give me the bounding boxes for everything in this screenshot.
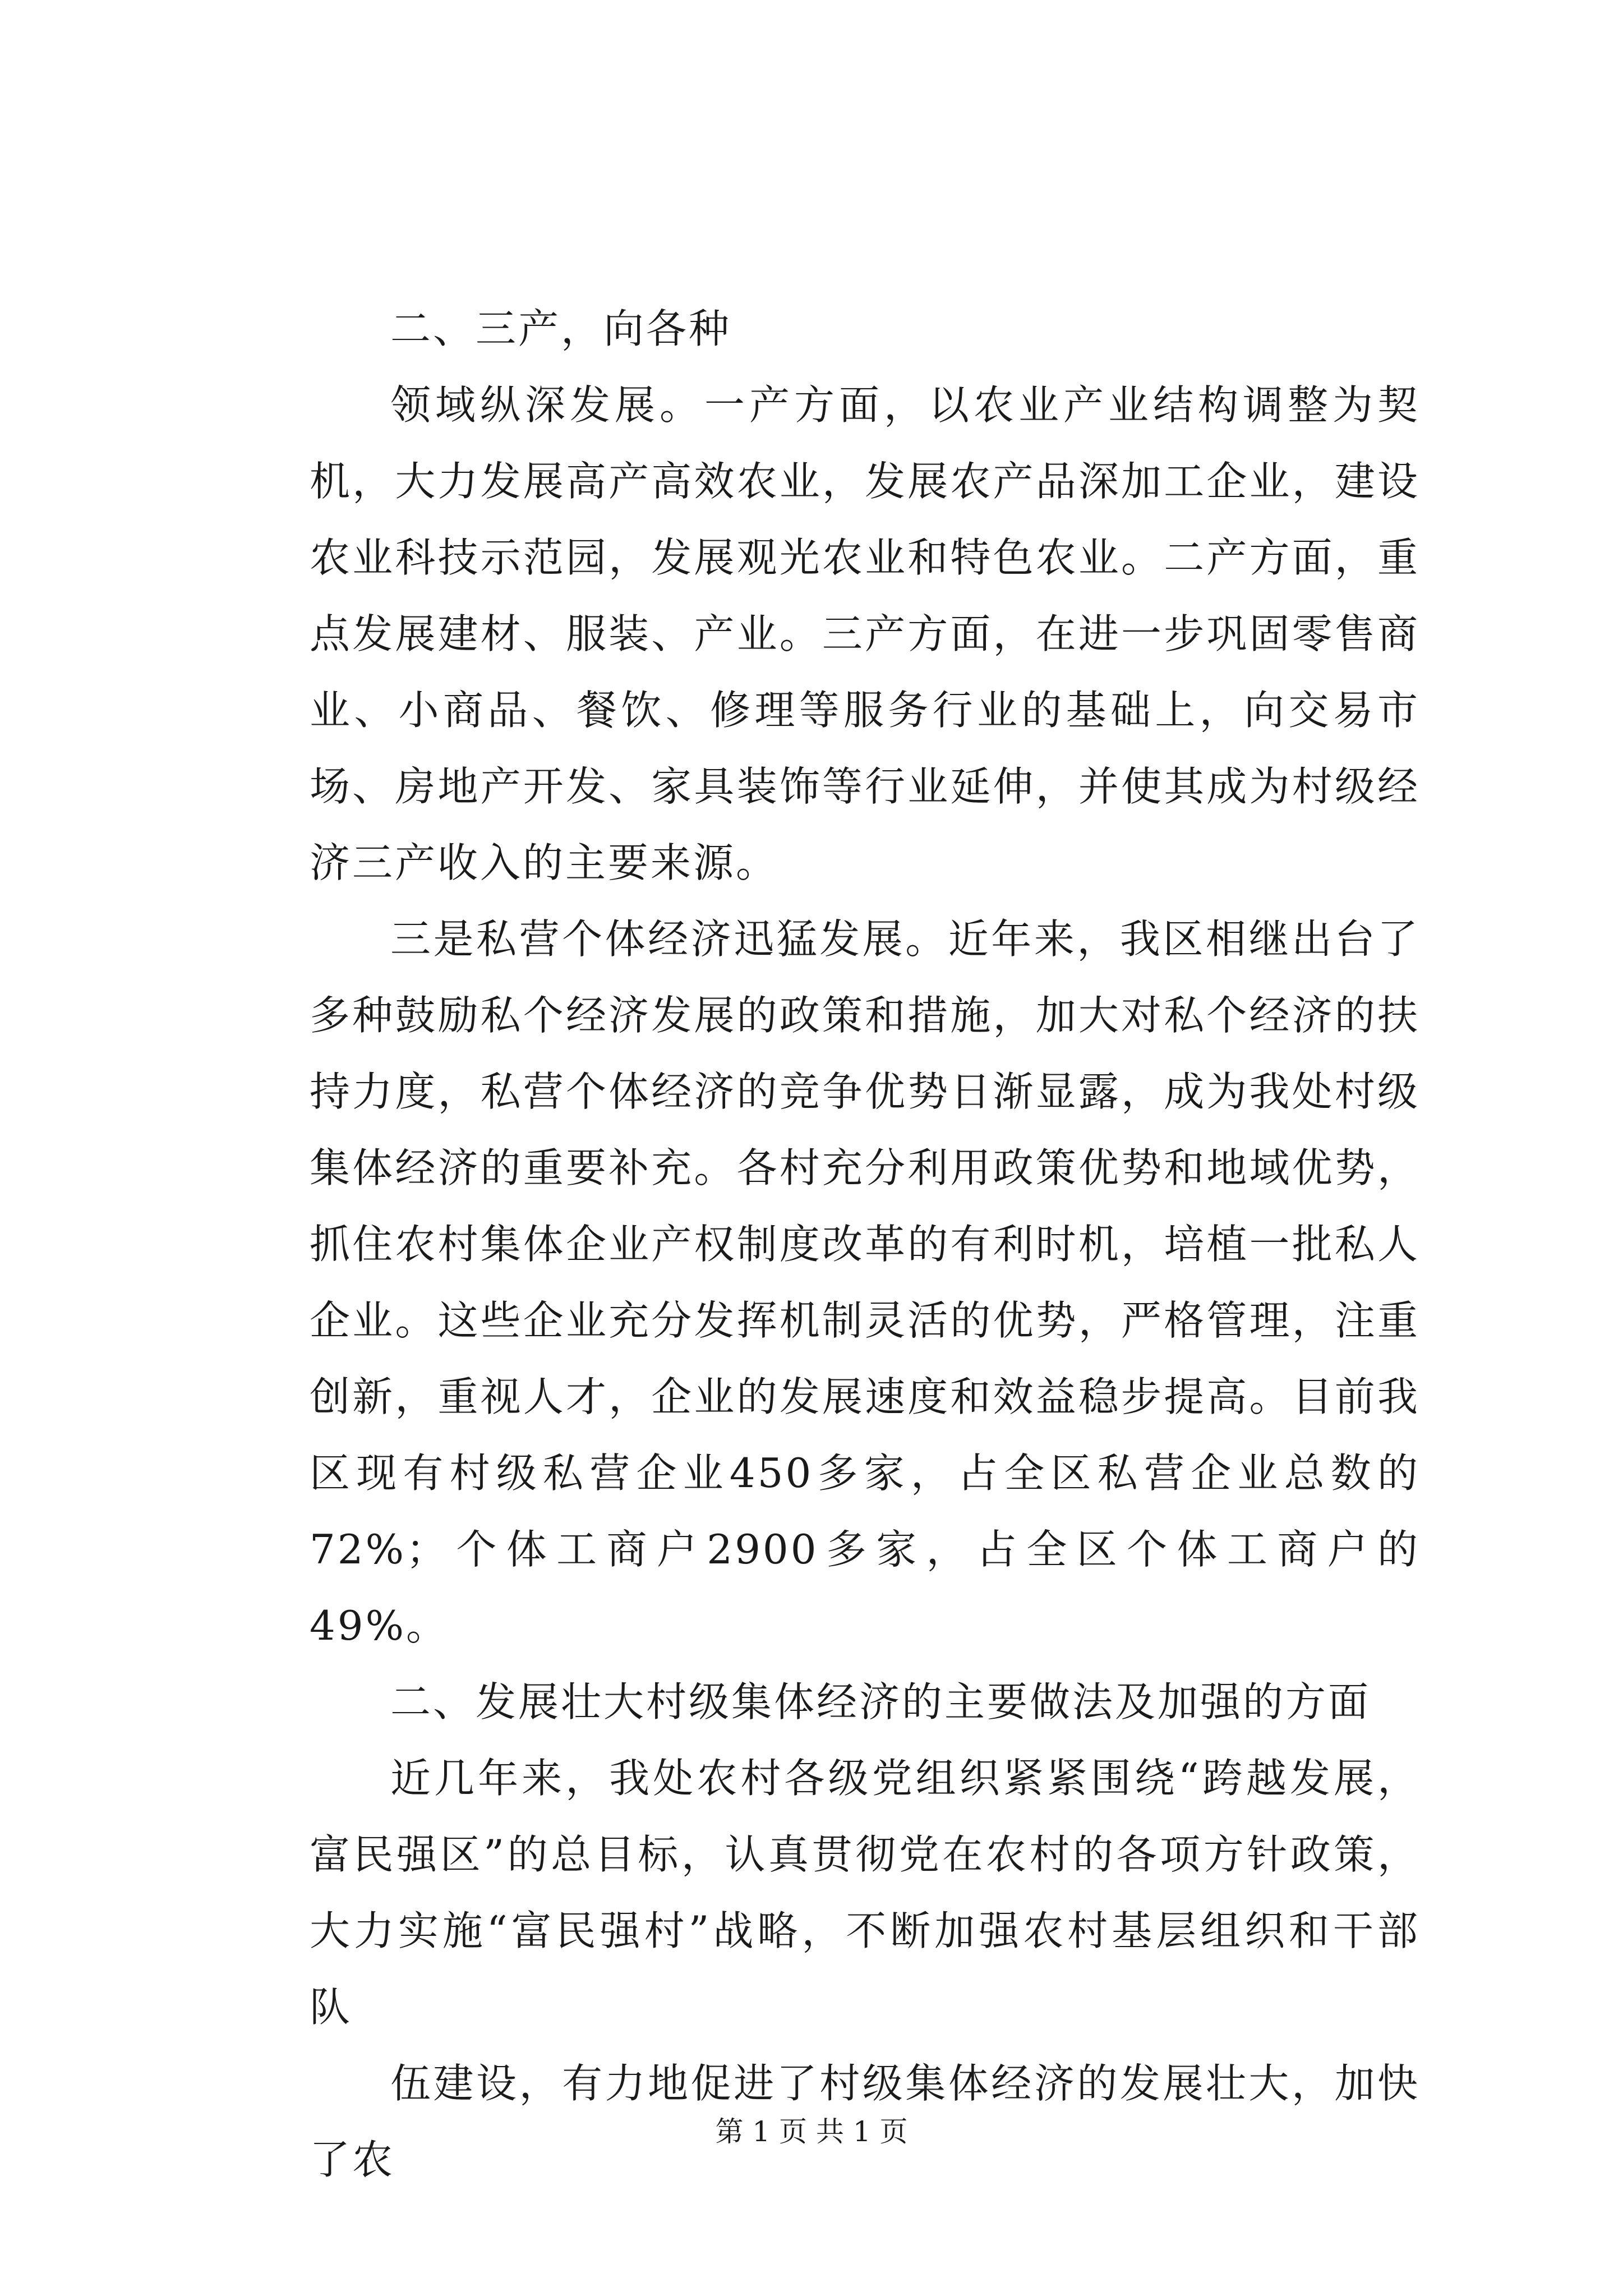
paragraph-2: 领域纵深发展。一产方面，以农业产业结构调整为契机，大力发展高产高效农业，发展农产品深加工企业，建设农业科技示范园，发展观光农业和特色农业。二产方面，重点发展建材、服装、产业。三产方面，在进一步巩固零售商业、小商品、餐饮、修理等服务行业的基础上，向交易市场、房地产开发、家具装饰等行业延伸，并使其成为村级经济三产收入的主要来源。	[310, 381, 1420, 886]
document-body	[310, 291, 1420, 2198]
paragraph-5: 近几年来，我处农村各级党组织紧紧围绕“跨越发展，富民强区”的总目标，认真贯彻党在农村的各项方针政策，大力实施“富民强村”战略，不断加强农村基层组织和干部队	[310, 1755, 1420, 2031]
paragraph-4-section-heading: 二、发展壮大村级集体经济的主要做法及加强的方面	[390, 1678, 1371, 1726]
paragraph-1: 二、三产，向各种	[390, 305, 732, 352]
page-footer: 第 1 页 共 1 页	[715, 2115, 908, 2148]
paragraph-6: 伍建设，有力地促进了村级集体经济的发展壮大，加快了农	[310, 2060, 1420, 2183]
paragraph-3: 三是私营个体经济迅猛发展。近年来，我区相继出台了多种鼓励私个经济发展的政策和措施，加大对私个经济的扶持力度，私营个体经济的竞争优势日渐显露，成为我处村级集体经济的重要补充。各村充分利用政策优势和地域优势，抓住农村集体企业产权制度改革的有利时机，培植一批私人企业。这些企业充分发挥机制灵活的优势，严格管理，注重创新，重视人才，企业的发展速度和效益稳步提高。目前我区现有村级私营企业450多家，占全区私营企业总数的72%；个体工商户2900多家，占全区个体工商户的49%。	[310, 915, 1420, 1649]
